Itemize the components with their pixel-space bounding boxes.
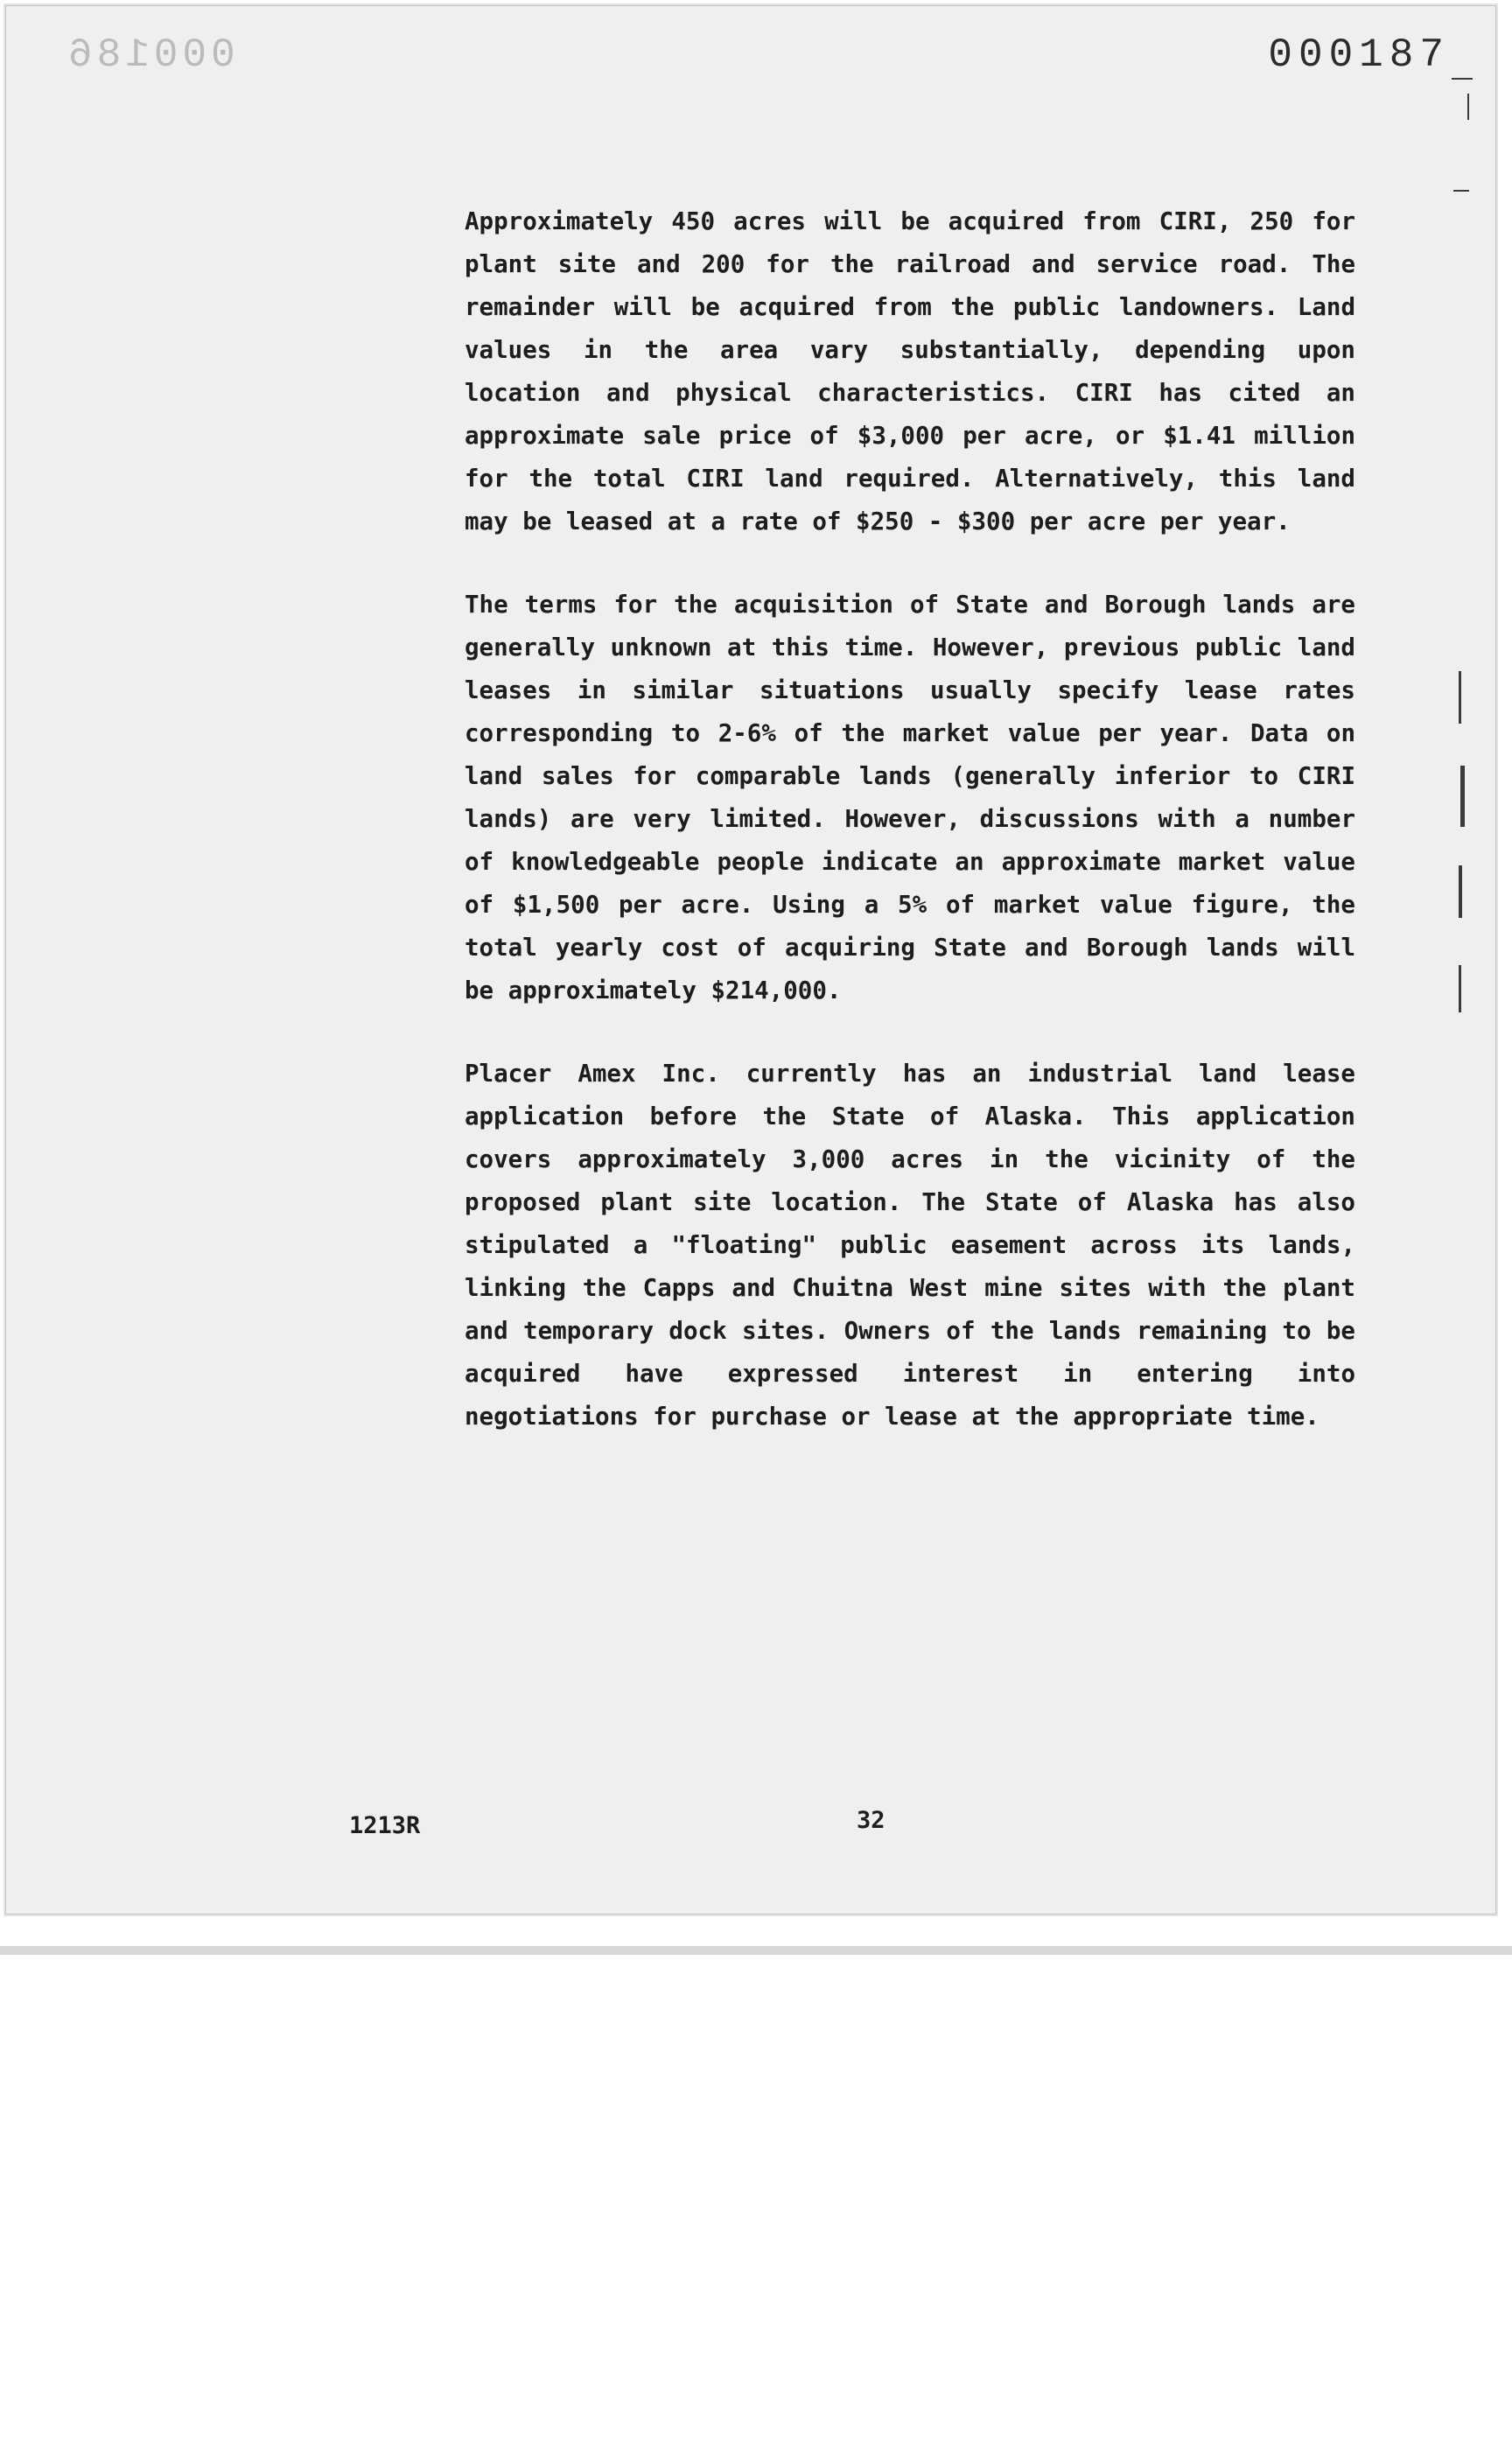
scan-edge xyxy=(0,1946,1512,1955)
bleed-through-stamp: 000186 xyxy=(64,32,235,78)
document-number-stamp: 000187 xyxy=(1268,32,1450,78)
footer-code: 1213R xyxy=(349,1812,421,1839)
paragraph-placer-amex-lease: Placer Amex Inc. currently has an industrial land lease application before the State of Alaska. This application covers approximately 3,000 acres in the vicinity of the proposed plant site location. The State of Alaska has also stipulated a "floating" public easement across its lands, linking the Capps and Chuitna West mine sites with the plant and temporary dock sites. Owners of the lands remaining to be acquired have expressed interest in entering into negotiations for purchase or lease at the appropriate time. xyxy=(465,1060,1355,1431)
margin-mark xyxy=(1467,94,1469,120)
body-text xyxy=(465,200,1355,1479)
margin-mark xyxy=(1459,671,1461,724)
margin-mark xyxy=(1459,865,1462,918)
document-page xyxy=(5,5,1496,1914)
paragraph-state-borough-terms: The terms for the acquisition of State and Borough lands are generally unknown at this time. However, previous public land leases in similar situations usually specify lease rates corresponding to 2-6% of the market value per year. Data on land sales for comparable lands (generally inferior to CIRI lands) are very limited. However, discussions with a number of knowledgeable people indicate an approximate market value of $1,500 per acre. Using a 5% of market value figure, the total yearly cost of acquiring State and Borough lands will be approximately $214,000. xyxy=(465,591,1355,1004)
margin-mark xyxy=(1452,78,1473,80)
page-number: 32 xyxy=(857,1807,886,1834)
margin-mark xyxy=(1459,965,1461,1012)
paragraph-land-acquisition-ciri: Approximately 450 acres will be acquired from CIRI, 250 for plant site and 200 for the railroad and service road. The remainder will be acquired from the public landowners. Land values in the area vary substantially, depending upon location and physical characteristics. CIRI has cited an approximate sale price of $3,000 per acre, or $1.41 million for the total CIRI land required. Alternatively, this land may be leased at a rate of $250 - $300 per acre per year. xyxy=(465,207,1355,536)
margin-mark xyxy=(1453,190,1469,192)
margin-mark xyxy=(1460,766,1465,827)
